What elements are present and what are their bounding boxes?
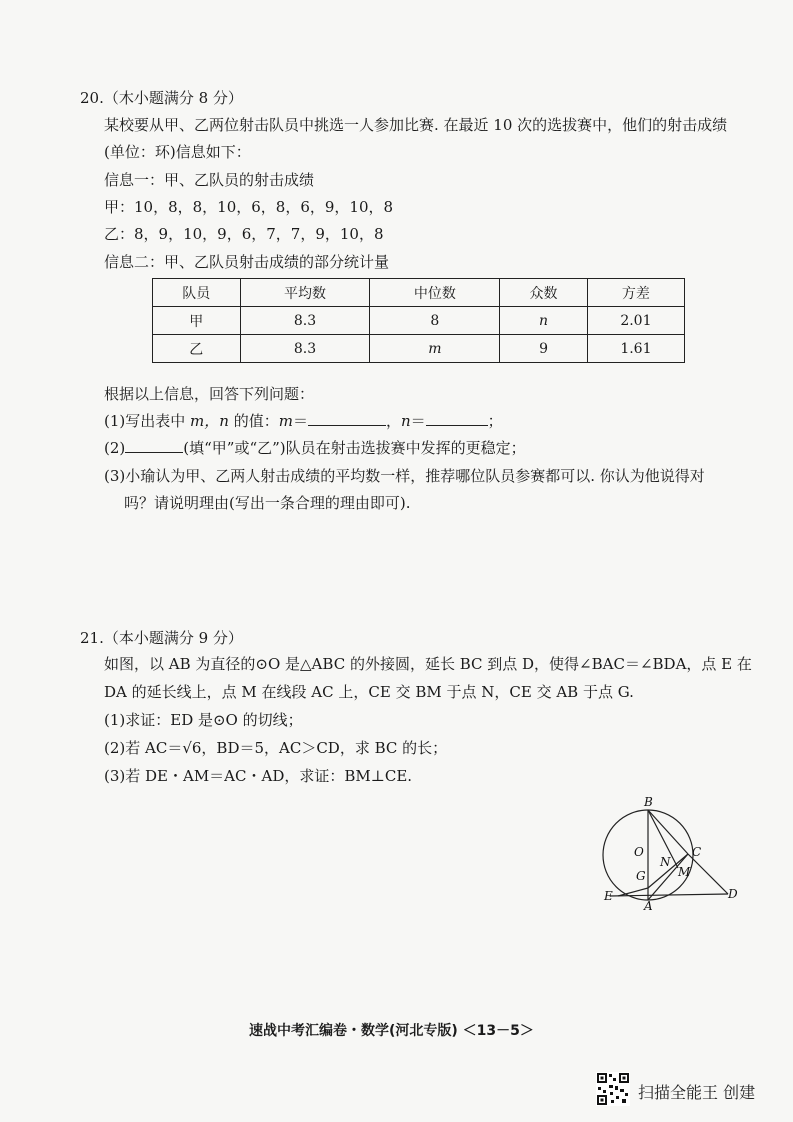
table-row xyxy=(153,307,685,335)
label-a: A xyxy=(644,899,653,910)
part1-text: 的值： xyxy=(228,412,279,430)
table-cell: 乙 xyxy=(153,335,241,363)
table-header-cell: 方差 xyxy=(587,279,684,307)
table-cell: m xyxy=(370,335,500,363)
q20-part3-line1: (3)小瑜认为甲、乙两人射击成绩的平均数一样，推荐哪位队员参赛都可以. 你认为他说得对 xyxy=(104,467,705,485)
label-g: G xyxy=(636,869,646,883)
label-n: N xyxy=(660,855,671,869)
answer-blank-n[interactable] xyxy=(426,411,488,426)
q20-header: 20.（木小题满分 8 分） xyxy=(80,89,243,107)
answer-blank-player[interactable] xyxy=(125,438,183,453)
q21-line2: DA 的延长线上，点 M 在线段 AC 上，CE 交 BM 于点 N，CE 交 AB 于点 G. xyxy=(104,683,634,701)
label-b: B xyxy=(644,795,653,809)
part2-label: (2) xyxy=(104,439,126,457)
q20-intro-line2: (单位：环)信息如下： xyxy=(104,143,251,161)
separator: ， xyxy=(385,412,401,430)
stats-table xyxy=(152,278,685,363)
table-cell: 1.61 xyxy=(587,335,684,363)
q21-line1: 如图，以 AB 为直径的⊙O 是△ABC 的外接圆，延长 BC 到点 D，使得∠BAC＝∠BDA，点 E 在 xyxy=(104,655,752,673)
label-c: C xyxy=(692,845,702,859)
segment-cd xyxy=(688,854,728,894)
end-punct: ； xyxy=(487,412,503,430)
q21-part1: (1)求证：ED 是⊙O 的切线； xyxy=(104,711,303,729)
q20-part2 xyxy=(104,438,526,458)
scanner-watermark: 扫描全能王 创建 xyxy=(638,1083,756,1102)
q21-part2: (2)若 AC＝√6，BD＝5，AC＞CD，求 BC 的长； xyxy=(104,739,448,757)
label-o: O xyxy=(634,845,644,859)
label-e: E xyxy=(604,889,613,903)
table-cell: 2.01 xyxy=(587,307,684,335)
part1-vars: m，n xyxy=(190,412,229,430)
geometry-figure xyxy=(600,790,750,910)
equals: ＝ xyxy=(410,412,426,430)
table-header-cell: 众数 xyxy=(500,279,588,307)
part2-text: (填“甲”或“乙”)队员在射击选拔赛中发挥的更稳定； xyxy=(183,439,526,457)
label-d: D xyxy=(728,887,738,901)
q20-part1 xyxy=(104,411,503,431)
label-m: M xyxy=(678,865,691,879)
table-cell: n xyxy=(500,307,588,335)
q20-part3-line2: 吗？请说明理由(写出一条合理的理由即可). xyxy=(124,494,411,512)
table-row xyxy=(153,335,685,363)
q20-jia-scores: 甲：10，8，8，10，6，8，6，9，10，8 xyxy=(104,198,394,216)
table-header-row xyxy=(153,279,685,307)
table-cell: 8.3 xyxy=(240,335,370,363)
table-cell: 8 xyxy=(370,307,500,335)
page-footer: 速战中考汇编卷・数学(河北专版) ＜13－5＞ xyxy=(249,1023,534,1039)
q20-prompt: 根据以上信息，回答下列问题： xyxy=(104,385,315,403)
part1-text: (1)写出表中 xyxy=(104,412,191,430)
qr-code-icon xyxy=(596,1072,630,1106)
table-cell: 8.3 xyxy=(240,307,370,335)
q21-header: 21.（本小题满分 9 分） xyxy=(80,629,243,647)
table-header-cell: 中位数 xyxy=(370,279,500,307)
table-header-cell: 平均数 xyxy=(240,279,370,307)
table-cell: 9 xyxy=(500,335,588,363)
q21-part3: (3)若 DE・AM＝AC・AD，求证：BM⊥CE. xyxy=(104,767,413,785)
var-m: m xyxy=(278,412,293,430)
q20-yi-scores: 乙：8，9，10，9，6，7，7，9，10，8 xyxy=(104,225,384,243)
table-header-cell: 队员 xyxy=(153,279,241,307)
q20-info1: 信息一：甲、乙队员的射击成绩 xyxy=(104,171,315,189)
answer-blank-m[interactable] xyxy=(308,411,386,426)
equals: ＝ xyxy=(292,412,308,430)
q20-info2: 信息二：甲、乙队员射击成绩的部分统计量 xyxy=(104,253,390,271)
table-cell: 甲 xyxy=(153,307,241,335)
q20-intro-line1: 某校要从甲、乙两位射击队员中挑选一人参加比赛. 在最近 10 次的选拔赛中，他们的射击成绩 xyxy=(104,116,728,134)
var-n: n xyxy=(400,412,411,430)
